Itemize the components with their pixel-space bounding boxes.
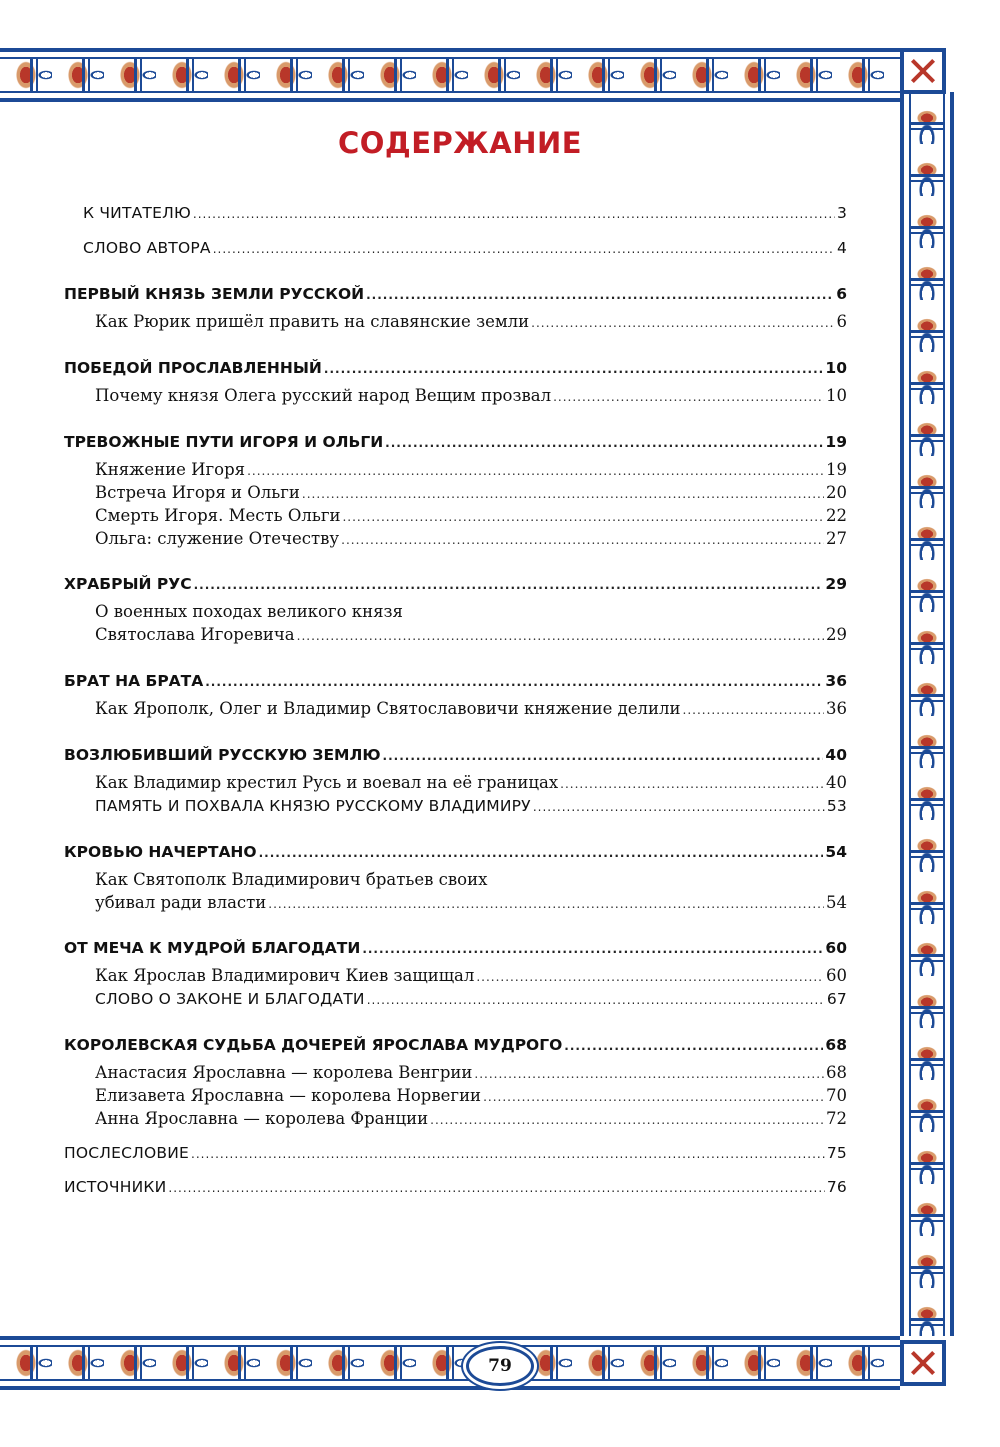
- toc-entry-label: ПОСЛЕСЛОВИЕ: [64, 1144, 190, 1162]
- toc-entry-label: Встреча Игоря и Ольги: [95, 483, 300, 502]
- toc-entry[interactable]: [83, 237, 847, 260]
- toc-entry-label: Святослава Игоревича: [95, 625, 295, 644]
- toc-entry[interactable]: [95, 1108, 847, 1131]
- dot-leader: [366, 284, 834, 306]
- toc-entry[interactable]: [95, 482, 847, 505]
- toc-entry-page: 6: [836, 312, 847, 331]
- toc-entry[interactable]: [95, 505, 847, 528]
- dot-leader: [297, 625, 824, 647]
- dot-leader: [247, 460, 824, 482]
- toc-chapter[interactable]: [64, 357, 847, 380]
- toc-entry[interactable]: [95, 772, 847, 795]
- toc-entry-label: К ЧИТАТЕЛЮ: [83, 204, 191, 222]
- toc-chapter-label: ПЕРВЫЙ КНЯЗЬ ЗЕМЛИ РУССКОЙ: [64, 285, 365, 303]
- toc-entry-label: ИСТОЧНИКИ: [64, 1178, 167, 1196]
- toc-entry-page: 22: [826, 506, 847, 525]
- dot-leader: [342, 506, 824, 528]
- toc-entry[interactable]: [95, 1062, 847, 1085]
- toc-entry[interactable]: [83, 202, 847, 225]
- dot-leader: [362, 938, 823, 960]
- toc-chapter[interactable]: [64, 937, 847, 960]
- toc-entry[interactable]: [95, 624, 847, 647]
- dot-leader: [553, 386, 824, 408]
- toc-entry-page: 67: [826, 990, 847, 1008]
- toc-entry-page: 54: [826, 893, 847, 912]
- toc-entry[interactable]: [95, 892, 847, 915]
- toc-entry-label: Ольга: служение Отечеству: [95, 529, 340, 548]
- toc-entry-page: 40: [826, 773, 847, 792]
- toc-entry-page: 27: [826, 529, 847, 548]
- toc-chapter[interactable]: [64, 431, 847, 454]
- dot-leader: [259, 842, 824, 864]
- toc-chapter[interactable]: [64, 1034, 847, 1057]
- dot-leader: [213, 238, 835, 260]
- toc-chapter-label: КРОВЬЮ НАЧЕРТАНО: [64, 843, 257, 861]
- toc-entry-page: 10: [826, 386, 847, 405]
- toc-entry-page: 60: [826, 966, 847, 985]
- toc-chapter-label: ОТ МЕЧА К МУДРОЙ БЛАГОДАТИ: [64, 939, 361, 957]
- toc-entry-label: Как Ярополк, Олег и Владимир Святославовичи княжение делили: [95, 699, 681, 718]
- dot-leader: [268, 893, 824, 915]
- toc-chapter-label: ХРАБРЫЙ РУС: [64, 575, 192, 593]
- dot-leader: [168, 1177, 825, 1199]
- toc-entry-page: 75: [826, 1144, 847, 1162]
- dot-leader: [564, 1035, 823, 1057]
- dot-leader: [341, 529, 824, 551]
- dot-leader: [560, 773, 824, 795]
- toc-chapter-label: БРАТ НА БРАТА: [64, 672, 204, 690]
- dot-leader: [193, 203, 835, 225]
- dot-leader: [367, 989, 825, 1011]
- page-title: СОДЕРЖАНИЕ: [337, 126, 583, 160]
- toc-entry-page: 72: [826, 1109, 847, 1128]
- toc-chapter[interactable]: [64, 744, 847, 767]
- toc-entry[interactable]: [95, 965, 847, 988]
- toc-entry-label: Смерть Игоря. Месть Ольги: [95, 506, 341, 525]
- toc-chapter-page: 10: [825, 359, 847, 377]
- toc-entry-label: Как Ярослав Владимирович Киев защищал: [95, 966, 475, 985]
- dot-leader: [531, 312, 834, 334]
- toc-entry[interactable]: [95, 698, 847, 721]
- toc-entry-label: ПАМЯТЬ И ПОХВАЛА КНЯЗЮ РУССКОМУ ВЛАДИМИРУ: [95, 797, 531, 815]
- dot-leader: [483, 1086, 824, 1108]
- toc-entry[interactable]: [64, 1176, 847, 1199]
- toc-chapter-label: ТРЕВОЖНЫЕ ПУТИ ИГОРЯ И ОЛЬГИ: [64, 433, 384, 451]
- dot-leader: [476, 966, 824, 988]
- toc-entry-page: 29: [826, 625, 847, 644]
- toc-entry-page: 19: [826, 460, 847, 479]
- toc-chapter[interactable]: [64, 283, 847, 306]
- toc-chapter[interactable]: [64, 670, 847, 693]
- toc-entry[interactable]: [95, 1085, 847, 1108]
- toc-chapter-page: 6: [836, 285, 847, 303]
- dot-leader: [385, 432, 823, 454]
- toc-chapter-page: 68: [825, 1036, 847, 1054]
- toc-entry-page: 53: [826, 797, 847, 815]
- toc-entry[interactable]: [64, 1142, 847, 1165]
- toc-chapter-page: 40: [825, 746, 847, 764]
- toc-entry-page: 68: [826, 1063, 847, 1082]
- dot-leader: [683, 699, 824, 721]
- toc-chapter-page: 36: [825, 672, 847, 690]
- toc-chapter[interactable]: [64, 841, 847, 864]
- toc-entry-label: Анастасия Ярославна — королева Венгрии: [95, 1063, 473, 1082]
- dot-leader: [430, 1109, 824, 1131]
- toc-entry-label-line1: Как Святополк Владимирович братьев своих: [95, 870, 488, 889]
- toc-entry[interactable]: [95, 795, 847, 818]
- toc-entry-label: убивал ради власти: [95, 893, 267, 912]
- toc-chapter-label: КОРОЛЕВСКАЯ СУДЬБА ДОЧЕРЕЙ ЯРОСЛАВА МУДРОГО: [64, 1036, 563, 1054]
- dot-leader: [194, 574, 824, 596]
- toc-chapter-label: ПОБЕДОЙ ПРОСЛАВЛЕННЫЙ: [64, 359, 322, 377]
- dot-leader: [474, 1063, 824, 1085]
- toc-entry[interactable]: [95, 528, 847, 551]
- toc-entry-label: Елизавета Ярославна — королева Норвегии: [95, 1086, 482, 1105]
- toc-chapter-page: 60: [825, 939, 847, 957]
- toc-entry-label-line1: О военных походах великого князя: [95, 602, 403, 621]
- toc-entry-page: 4: [836, 239, 847, 257]
- dot-leader: [191, 1143, 825, 1165]
- dot-leader: [205, 671, 823, 693]
- toc-entry-page: 36: [826, 699, 847, 718]
- toc-entry[interactable]: [95, 385, 847, 408]
- toc-chapter-page: 54: [825, 843, 847, 861]
- dot-leader: [302, 483, 824, 505]
- toc-entry-label: СЛОВО АВТОРА: [83, 239, 211, 257]
- dot-leader: [383, 745, 824, 767]
- toc-chapter-label: ВОЗЛЮБИВШИЙ РУССКУЮ ЗЕМЛЮ: [64, 746, 381, 764]
- toc-entry[interactable]: [95, 459, 847, 482]
- dot-leader: [533, 796, 825, 818]
- toc-entry-page: 76: [826, 1178, 847, 1196]
- toc-chapter[interactable]: [64, 573, 847, 596]
- toc-entry[interactable]: [95, 988, 847, 1011]
- toc-entry-label: Как Рюрик пришёл править на славянские земли: [95, 312, 530, 331]
- toc-entry[interactable]: [95, 311, 847, 334]
- toc-entry-page: 20: [826, 483, 847, 502]
- toc-entry-label: Анна Ярославна — королева Франции: [95, 1109, 429, 1128]
- page-number: 79: [466, 1346, 534, 1386]
- toc-entry-page: 70: [826, 1086, 847, 1105]
- dot-leader: [324, 358, 824, 380]
- toc-entry-label: Почему князя Олега русский народ Вещим прозвал: [95, 386, 552, 405]
- toc-chapter-page: 29: [825, 575, 847, 593]
- toc-entry-label: СЛОВО О ЗАКОНЕ И БЛАГОДАТИ: [95, 990, 365, 1008]
- toc-entry-label: Княжение Игоря: [95, 460, 246, 479]
- toc-entry-page: 3: [836, 204, 847, 222]
- toc-entry-label: Как Владимир крестил Русь и воевал на её границах: [95, 773, 559, 792]
- toc-chapter-page: 19: [825, 433, 847, 451]
